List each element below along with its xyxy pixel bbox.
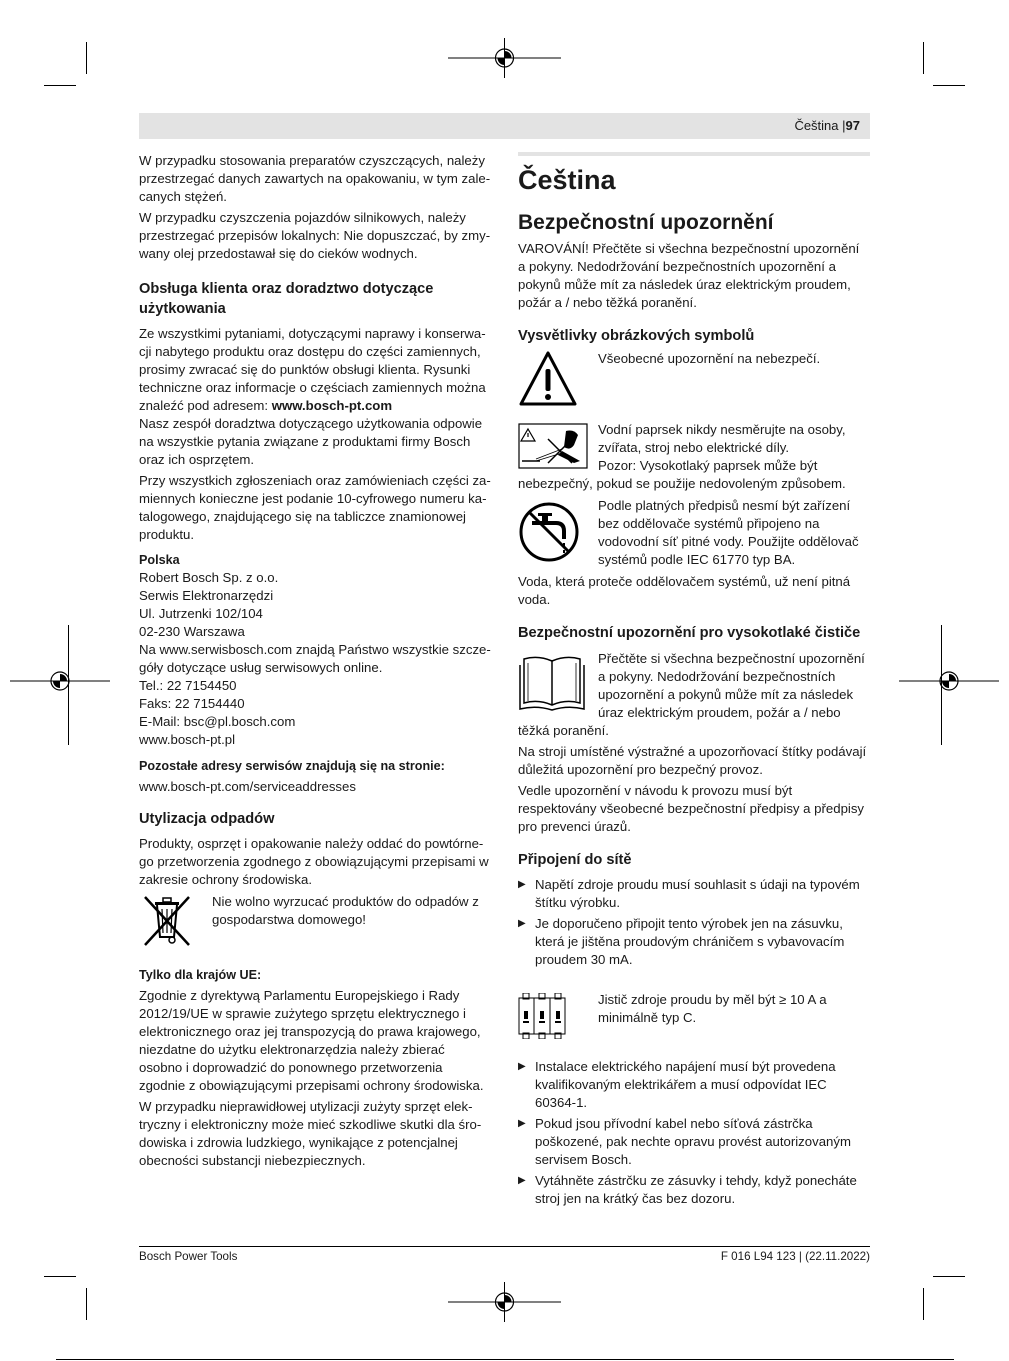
warning-triangle-icon (518, 350, 598, 413)
address-line: Robert Bosch Sp. z o.o. (139, 570, 279, 585)
read-manual-icon (518, 650, 598, 716)
symbol-row-danger (518, 350, 870, 413)
manual-icon-text-tail: těžká poranění. (518, 723, 609, 738)
mains-bullet-text: Pokud jsou přívodní kabel nebo síťová zástrčka poškozené, pak nechte opravu provést autorizovaným servisem Bosch. (535, 1116, 851, 1167)
footer-document-number: F 016 L94 123 | (22.11.2022) (720, 1250, 870, 1263)
manual-icon-row (518, 650, 870, 722)
bullet-arrow-icon: ▶ (518, 879, 526, 890)
footer-publisher: Bosch Power Tools (139, 1250, 238, 1263)
address-line: Faks: 22 7154440 (139, 696, 245, 711)
symbol-water-jet-text (598, 421, 870, 475)
symbol-row-drinking-water (518, 497, 870, 569)
breaker-text: Jistič zdroje proudu by měl být ≥ 10 A a minimálně typ C. (598, 992, 827, 1025)
header-text (794, 118, 860, 133)
symbol-drinking-water-text: Podle platných předpisů nesmí být zařízení bez oddělovače systémů připojeno na vodovodní síť pitné vody. Použijte oddělovač systémů podle IEC 61770 typ BA. (598, 498, 859, 567)
service-heading: Obsługa klienta oraz doradztwo dotyczące użytkowania (139, 281, 434, 317)
address-line: 02-230 Warszawa (139, 624, 245, 639)
other-addresses-label: Pozostałe adresy serwisów znajdują się na stronie: (139, 759, 445, 773)
water-jet-warning-icon (518, 421, 598, 474)
address-line: Tel.: 22 7154450 (139, 678, 237, 693)
no-drinking-water-connection-icon (518, 497, 598, 568)
page-number: 97 (845, 118, 860, 133)
header-separator: | (842, 118, 846, 133)
service-link[interactable]: www.bosch-pt.com (271, 398, 393, 413)
address-line: E-Mail: bsc@pl.bosch.com (139, 714, 296, 729)
language-title: Čeština (518, 165, 616, 195)
footer-rule (139, 1246, 870, 1247)
breaker-icon-row (518, 991, 870, 1044)
mains-bullet-text: Vytáhněte zástrčku ze zásuvky i tehdy, když ponecháte stroj jen na krátký čas bez dozoru. (535, 1173, 857, 1206)
service-paragraph-1-text: Ze wszystkimi pytaniami, dotyczącymi naprawy i konserwacji nabytego produktu oraz dostępu do części zamiennych, prosimy zwracać się do punktów obsługi klienta. Rysunki techniczne oraz informacje o częściach zamiennych można znaleźć pod adresem: (139, 326, 486, 413)
symbol-water-jet-text-3: nebezpečný, pokud se použije nedovoleným způsobem. (518, 476, 846, 491)
system-separator-paragraph: Voda, která proteče oddělovačem systémů, už není pitná voda. (518, 574, 851, 607)
eu-only-heading: Tylko dla krajów UE: (139, 968, 262, 982)
disposal-heading: Utylizacja odpadów (139, 811, 275, 827)
disposal-paragraph: Produkty, osprzęt i opakowanie należy oddać do powtórnego przetworzenia zgodnego z obowiązującymi przepisami w zakresie ochrony środowiska. (139, 836, 489, 887)
cleaning-agents-paragraph: W przypadku stosowania preparatów czyszczących, należy przestrzegać danych zawartych na opakowaniu, w tym zalecanych stężeń. (139, 153, 491, 204)
mains-bullet (518, 915, 870, 969)
bullet-arrow-icon: ▶ (518, 918, 526, 929)
header-language: Čeština (794, 118, 839, 133)
other-addresses-url[interactable]: www.bosch-pt.com/serviceaddresses (139, 779, 356, 794)
address-line: Na www.serwisbosch.com znajdą Państwo wszystkie szczegóły dotyczące usług serwisowych online. (139, 642, 491, 675)
mains-bullet (518, 876, 870, 912)
disposal-icon-text: Nie wolno wyrzucać produktów do odpadów z gospodarstwa domowego! (212, 894, 479, 927)
registration-mark-top (448, 38, 561, 78)
mains-bullet-text: Napětí zdroje proudu musí souhlasit s údaji na typovém štítku výrobku. (535, 877, 860, 910)
left-column (139, 152, 491, 1170)
disposal-icon-row (139, 893, 491, 954)
symbol-water-jet-text-1: Vodní paprsek nikdy nesměrujte na osoby, zvířata, stroj nebo elektrické díly. (598, 422, 846, 455)
address-line: Ul. Jutrzenki 102/104 (139, 606, 263, 621)
symbol-row-water-jet (518, 421, 870, 475)
mains-bullet (518, 1115, 870, 1169)
registration-mark-right (899, 661, 999, 701)
address-line: Serwis Elektronarzędzi (139, 588, 274, 603)
safety-section-title: Bezpečnostní upozornění (518, 211, 774, 234)
labels-paragraph: Na stroji umístěné výstražné a upozorňovací štítky podávají důležitá upozornění pro bezpečný provoz. (518, 744, 867, 777)
service-paragraph-1 (139, 325, 491, 415)
vehicle-cleaning-paragraph: W przypadku czyszczenia pojazdów silnikowych, należy przestrzegać przepisów lokalnych: Nie dopuszczać, by zmywany olej przedostawał się do cieków wodnych. (139, 210, 491, 261)
right-column (518, 152, 870, 1208)
service-paragraph-3: Przy wszystkich zgłoszeniach oraz zamówieniach części zamiennych konieczne jest podanie 10-cyfrowego numeru katalogowego, znajdującego się na tabliczce znamionowej produktu. (139, 473, 491, 542)
regulations-paragraph: Vedle upozornění v návodu k provozu musí být respektovány všeobecné bezpečnostní předpisy a předpisy pro prevenci úrazů. (518, 783, 865, 834)
mains-bullet-text: Instalace elektrického napájení musí být provedena kvalifikovaným elektrikářem a musí odpovídat IEC 60364-1. (535, 1059, 836, 1110)
registration-mark-left (10, 661, 110, 701)
mains-connection-heading: Připojení do sítě (518, 852, 632, 868)
mains-bullet (518, 1172, 870, 1208)
high-pressure-heading: Bezpečnostní upozornění pro vysokotlaké čističe (518, 625, 861, 641)
bullet-arrow-icon: ▶ (518, 1175, 526, 1186)
bullet-arrow-icon: ▶ (518, 1118, 526, 1129)
bullet-arrow-icon: ▶ (518, 1061, 526, 1072)
mains-bullet (518, 1058, 870, 1112)
manual-icon-text: Přečtěte si všechna bezpečnostní upozornění a pokyny. Nedodržování bezpečnostních upozornění a pokynů může mít za následek úraz elektrickým proudem, požár a / nebo (598, 651, 865, 720)
language-rule (518, 152, 870, 156)
registration-mark-bottom (448, 1282, 561, 1322)
address-line: www.bosch-pt.pl (139, 732, 236, 747)
circuit-breaker-icon (518, 991, 598, 1044)
mains-bullet-text: Je doporučeno připojit tento výrobek jen na zásuvku, která je jištěna proudovým chráničem s vybavovacím proudem 30 mA. (535, 916, 845, 967)
general-warning-paragraph: VAROVÁNÍ! Přečtěte si všechna bezpečnostní upozornění a pokyny. Nedodržování bezpečnostních upozornění a pokynů může mít za následek úraz elektrickým proudem, požár a / nebo těžká poranění. (518, 241, 860, 310)
symbol-water-jet-text-2: Pozor: Vysokotlaký paprsek může být (598, 458, 818, 473)
eu-paragraph-2: W przypadku nieprawidłowej utylizacji zużyty sprzęt elektryczny i elektroniczny może mieć szkodliwe skutki dla środowiska i zdrowia ludzkiego, wynikające z potencjalnej obecności substancji niebezpiecznych. (139, 1099, 482, 1168)
country-heading: Polska (139, 553, 180, 567)
service-paragraph-2: Nasz zespół doradztwa dotyczącego użytkowania odpowie na wszystkie pytania związane z produktami firmy Bosch oraz ich osprzętem. (139, 416, 483, 467)
symbols-heading: Vysvětlivky obrázkových symbolů (518, 328, 755, 344)
crossed-bin-icon (139, 893, 212, 954)
page-header (139, 113, 870, 139)
service-address (139, 569, 491, 749)
symbol-danger-text: Všeobecné upozornění na nebezpečí. (598, 351, 821, 366)
eu-paragraph-1: Zgodnie z dyrektywą Parlamentu Europejskiego i Rady 2012/19/UE w sprawie zużytego sprzętu elektrycznego i elektronicznego oraz jej transpozycją do prawa krajowego, niezdatne do użytku elektronarzędzia należy zbierać osobno i doprowadzić do ponownego przetworzenia zgodnie z obowiązującymi przepisami ochrony środowiska. (139, 988, 484, 1093)
